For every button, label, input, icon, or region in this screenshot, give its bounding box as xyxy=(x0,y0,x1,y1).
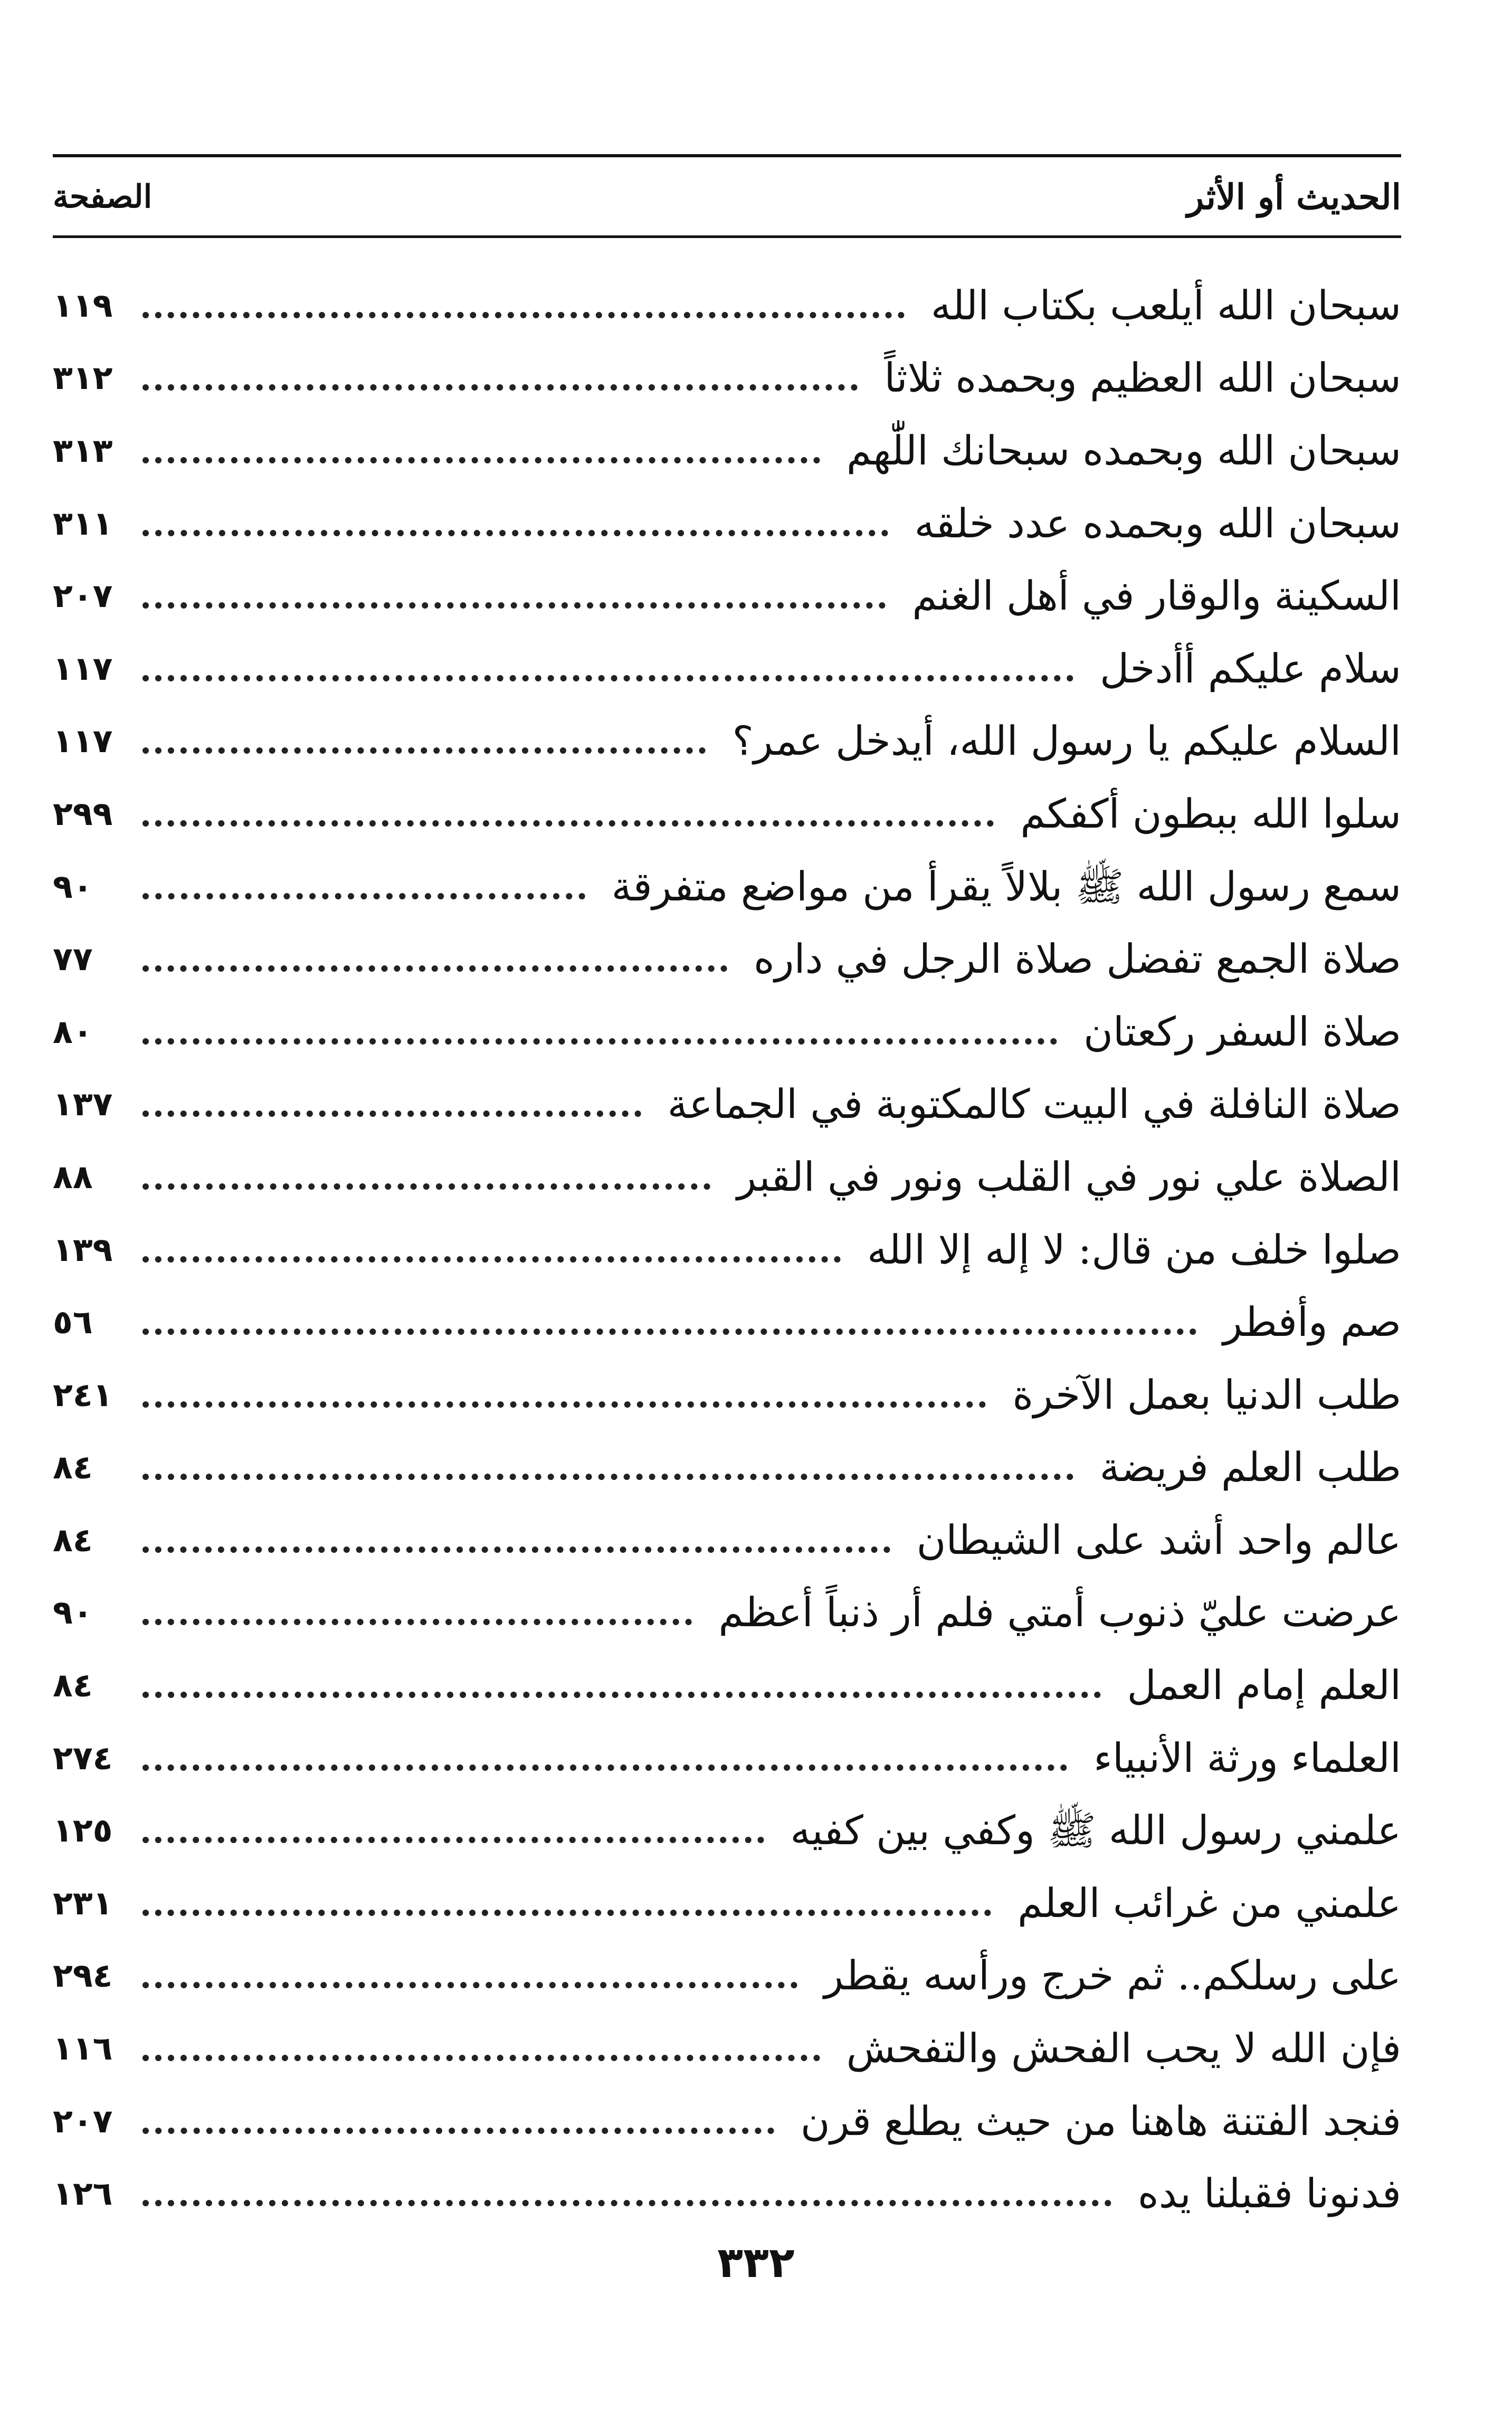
entry-text: صلوا خلف من قال: لا إله إلا الله xyxy=(867,1226,1401,1273)
index-entry xyxy=(53,705,1401,778)
index-entry xyxy=(53,850,1401,923)
dot-leader xyxy=(142,893,585,899)
index-entry xyxy=(53,1867,1401,1940)
index-entry xyxy=(53,2085,1401,2158)
entry-text: سبحان الله وبحمده عدد خلقه xyxy=(914,499,1401,547)
dot-leader xyxy=(142,457,820,463)
entry-text: سبحان الله أيلعب بكتاب الله xyxy=(930,281,1401,329)
entry-page-number: ٢٤١ xyxy=(53,1375,113,1414)
dot-leader xyxy=(142,1256,841,1263)
index-entries xyxy=(53,269,1401,2230)
entry-page-number: ٢٠٧ xyxy=(53,2101,113,2140)
entry-page-number: ١١٦ xyxy=(53,2029,113,2068)
index-entry xyxy=(53,559,1401,632)
dot-leader xyxy=(142,2055,820,2061)
entry-text: السكينة والوقار في أهل الغنم xyxy=(912,572,1401,620)
entry-page-number: ٢٣١ xyxy=(53,1883,113,1922)
entry-page-number: ٨٨ xyxy=(53,1157,93,1196)
index-entry xyxy=(53,1722,1401,1795)
dot-leader xyxy=(142,1401,986,1408)
index-entry xyxy=(53,777,1401,850)
entry-text: السلام عليكم يا رسول الله، أيدخل عمر؟ xyxy=(732,717,1401,765)
entry-page-number: ٥٦ xyxy=(53,1303,93,1342)
index-entry xyxy=(53,632,1401,705)
entry-text: طلب العلم فريضة xyxy=(1099,1444,1401,1491)
entry-page-number: ٧٧ xyxy=(53,940,93,979)
entry-page-number: ٨٤ xyxy=(53,1520,93,1559)
entry-text: صلاة السفر ركعتان xyxy=(1083,1008,1401,1055)
index-entry xyxy=(53,1286,1401,1359)
index-entry xyxy=(53,1141,1401,1213)
entry-page-number: ٣١٢ xyxy=(53,358,113,397)
index-entry xyxy=(53,269,1401,342)
entry-text: فنجد الفتنة هاهنا من حيث يطلع قرن xyxy=(800,2097,1401,2145)
header-hadith-label: الحديث أو الأثر xyxy=(1187,176,1401,217)
dot-leader xyxy=(142,1546,890,1553)
entry-text: سبحان الله العظيم وبحمده ثلاثاً xyxy=(884,354,1401,402)
entry-page-number: ١٢٥ xyxy=(53,1811,113,1850)
entry-page-number: ١١٧ xyxy=(53,649,113,688)
entry-text: سلوا الله ببطون أكفكم xyxy=(1020,790,1401,837)
entry-page-number: ٢٧٤ xyxy=(53,1738,113,1777)
dot-leader xyxy=(142,1692,1101,1698)
index-header xyxy=(53,168,1401,226)
index-entry xyxy=(53,1940,1401,2013)
entry-page-number: ٣١٣ xyxy=(53,431,113,470)
entry-text: صلاة النافلة في البيت كالمكتوبة في الجماعة xyxy=(667,1080,1401,1128)
entry-page-number: ١١٧ xyxy=(53,722,113,761)
dot-leader xyxy=(142,1982,797,1988)
header-rule xyxy=(53,235,1401,238)
entry-page-number: ١٣٩ xyxy=(53,1230,113,1269)
dot-leader xyxy=(142,1910,991,1916)
index-entry xyxy=(53,1068,1401,1141)
index-entry xyxy=(53,923,1401,995)
dot-leader xyxy=(142,1038,1057,1045)
index-entry xyxy=(53,2157,1401,2230)
page-number: ٣٣٢ xyxy=(717,2238,795,2287)
index-entry xyxy=(53,995,1401,1068)
dot-leader xyxy=(142,1111,641,1117)
dot-leader xyxy=(142,747,706,754)
entry-page-number: ٢٩٤ xyxy=(53,1956,113,1995)
index-entry xyxy=(53,2012,1401,2085)
dot-leader xyxy=(142,530,888,536)
entry-text: سبحان الله وبحمده سبحانك اللّٰهم xyxy=(846,426,1401,474)
entry-text: علمني رسول الله ﷺ وكفي بين كفيه xyxy=(790,1807,1401,1854)
entry-text: صم وأفطر xyxy=(1223,1298,1401,1346)
dot-leader xyxy=(142,1837,764,1843)
top-rule xyxy=(53,154,1401,157)
entry-page-number: ٢٩٩ xyxy=(53,794,113,833)
entry-page-number: ٨٤ xyxy=(53,1448,93,1487)
entry-text: فدنونا فقبلنا يده xyxy=(1137,2170,1401,2217)
entry-text: سمع رسول الله ﷺ بلالاً يقرأ من مواضع متفرقة xyxy=(611,862,1401,910)
entry-page-number: ٨٠ xyxy=(53,1012,93,1051)
entry-text: العلماء ورثة الأنبياء xyxy=(1093,1734,1401,1781)
entry-text: طلب الدنيا بعمل الآخرة xyxy=(1012,1371,1401,1418)
dot-leader xyxy=(142,1619,692,1625)
entry-page-number: ١١٩ xyxy=(53,286,113,325)
index-entry xyxy=(53,1504,1401,1577)
dot-leader xyxy=(142,965,727,972)
entry-text: الصلاة علي نور في القلب ونور في القبر xyxy=(737,1153,1401,1200)
entry-page-number: ٢٠٧ xyxy=(53,576,113,615)
dot-leader xyxy=(142,1764,1067,1771)
dot-leader xyxy=(142,312,905,318)
dot-leader xyxy=(142,1474,1073,1480)
index-entry xyxy=(53,487,1401,560)
entry-text: صلاة الجمع تفضل صلاة الرجل في داره xyxy=(753,935,1401,983)
entry-text: عرضت عليّ ذنوب أمتي فلم أر ذنباً أعظم xyxy=(718,1589,1401,1636)
entry-page-number: ٨٤ xyxy=(53,1666,93,1705)
entry-text: علمني من غرائب العلم xyxy=(1017,1879,1401,1927)
entry-page-number: ١٣٧ xyxy=(53,1085,113,1124)
dot-leader xyxy=(142,675,1073,681)
dot-leader xyxy=(142,602,886,609)
entry-text: على رسلكم.. ثم خرج ورأسه يقطر xyxy=(824,1952,1401,1999)
header-page-label: الصفحة xyxy=(53,178,153,215)
index-entry xyxy=(53,1213,1401,1286)
dot-leader xyxy=(142,2200,1111,2206)
dot-leader xyxy=(142,1329,1196,1335)
dot-leader xyxy=(142,2128,774,2134)
index-entry xyxy=(53,342,1401,415)
index-entry xyxy=(53,1649,1401,1722)
index-entry xyxy=(53,1431,1401,1504)
entry-text: سلام عليكم أأدخل xyxy=(1099,644,1401,692)
index-entry xyxy=(53,414,1401,487)
entry-page-number: ٩٠ xyxy=(53,1593,93,1632)
index-entry xyxy=(53,1794,1401,1867)
entry-page-number: ١٢٦ xyxy=(53,2174,113,2213)
index-entry xyxy=(53,1359,1401,1431)
dot-leader xyxy=(142,1183,710,1190)
dot-leader xyxy=(142,820,994,827)
dot-leader xyxy=(142,384,858,391)
entry-text: عالم واحد أشد على الشيطان xyxy=(916,1516,1401,1563)
index-entry xyxy=(53,1577,1401,1649)
entry-page-number: ٩٠ xyxy=(53,867,93,906)
entry-text: العلم إمام العمل xyxy=(1127,1662,1401,1709)
entry-page-number: ٣١١ xyxy=(53,504,113,543)
entry-text: فإن الله لا يحب الفحش والتفحش xyxy=(846,2025,1401,2072)
